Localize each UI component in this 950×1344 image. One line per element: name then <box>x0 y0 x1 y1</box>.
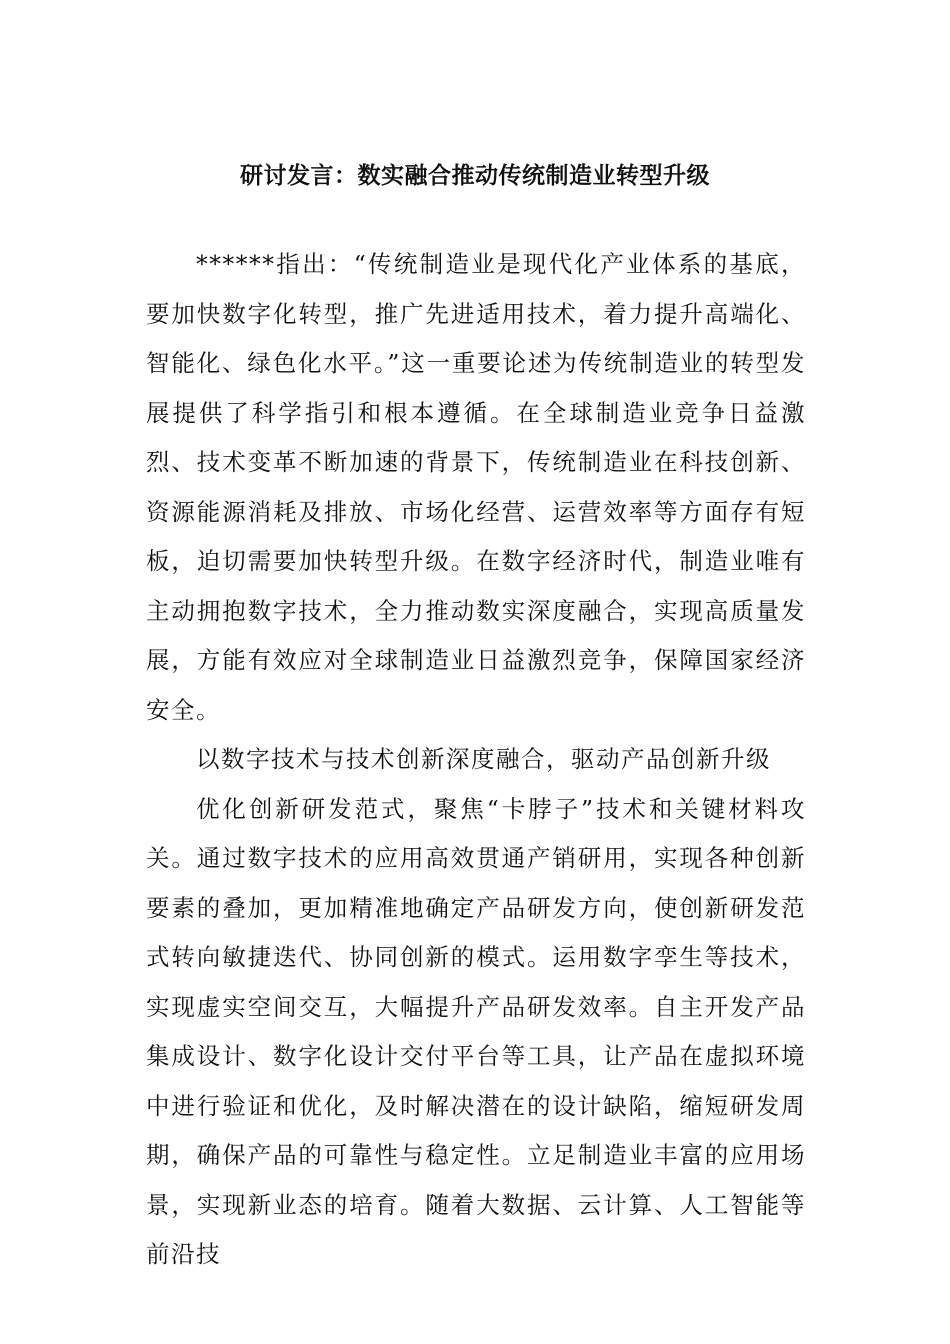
paragraph-intro: ******指出：“传统制造业是现代化产业体系的基底，要加快数字化转型，推广先进适用技术，着力提升高端化、智能化、绿色化水平。”这一重要论述为传统制造业的转型发展提供了科学指引和根本遵循。在全球制造业竞争日益激烈、技术变革不断加速的背景下，传统制造业在科技创新、资源能源消耗及排放、市场化经营、运营效率等方面存有短板，迫切需要加快转型升级。在数字经济时代，制造业唯有主动拥抱数字技术，全力推动数实深度融合，实现高质量发展，方能有效应对全球制造业日益激烈竞争，保障国家经济安全。 <box>146 250 806 724</box>
paragraph-innovation: 优化创新研发范式，聚焦“卡脖子”技术和关键材料攻关。通过数字技术的应用高效贯通产销研用，实现各种创新要素的叠加，更加精准地确定产品研发方向，使创新研发范式转向敏捷迭代、协同创新的模式。运用数字孪生等技术，实现虚实空间交互，大幅提升产品研发效率。自主开发产品集成设计、数字化设计交付平台等工具，让产品在虚拟环境中进行验证和优化，及时解决潜在的设计缺陷，缩短研发周期，确保产品的可靠性与稳定性。立足制造业丰富的应用场景，实现新业态的培育。随着大数据、云计算、人工智能等前沿技 <box>146 794 806 1268</box>
document-body <box>146 240 806 1280</box>
section-heading: 以数字技术与技术创新深度融合，驱动产品创新升级 <box>196 745 771 773</box>
document-title: 研讨发言：数实融合推动传统制造业转型升级 <box>240 163 710 189</box>
